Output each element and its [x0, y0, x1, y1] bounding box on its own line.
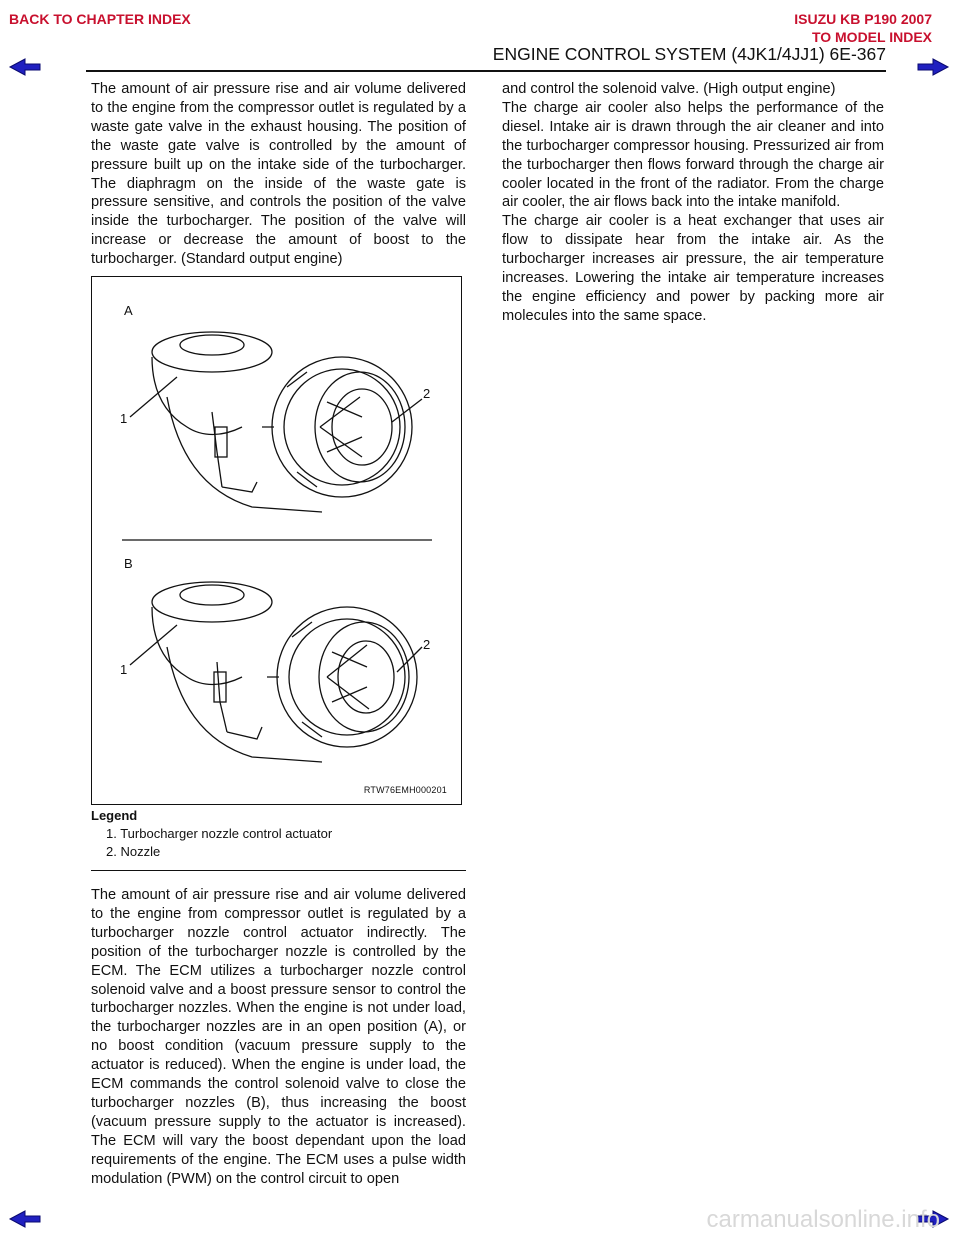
paragraph-charge-air-cooler: The charge air cooler also helps the performance of the diesel. Intake air is drawn through the air cleaner and into the turbocharger compressor housing. Pressurized air from the turbocharger then flows forward through the charge air cooler located in the front of the radiator. From the charge air cooler, the air flows back into the intake manifold. — [502, 99, 884, 211]
callout-2-a: 2 — [423, 386, 431, 401]
next-page-arrow-icon[interactable] — [916, 58, 950, 76]
previous-page-arrow-icon[interactable] — [8, 58, 42, 76]
legend-item-1: 1. Turbocharger nozzle control actuator — [106, 826, 333, 841]
left-column — [91, 80, 466, 269]
paragraph-nozzle-control: The amount of air pressure rise and air volume delivered to the engine from compressor outlet is regulated by a turbocharger nozzle control actuator indirectly. The position of the turbocharger nozzle is controlled by the ECM. The ECM utilizes a turbocharger nozzle control solenoid valve and a boost pressure sensor to control the turbocharger nozzles. When the engine is not under load, the turbocharger nozzles are in an open position (A), or no boost condition (vacuum pressure supply to the actuator is reduced). When the engine is under load, the ECM commands the control solenoid valve to close the turbocharger nozzles (B), thus increasing the boost (vacuum pressure supply to the actuator is increased). The ECM will vary the boost dependant upon the load requirements of the engine. The ECM uses a pulse width modulation (PWM) on the control circuit to open — [91, 887, 466, 1187]
turbocharger-illustration — [92, 277, 461, 804]
legend-title: Legend — [91, 808, 138, 823]
callout-1-a: 1 — [120, 411, 128, 426]
model-title: ISUZU KB P190 2007 — [794, 11, 932, 27]
paragraph-heat-exchanger: The charge air cooler is a heat exchanger that uses air flow to dissipate hear from the intake air. As the turbocharger increases air pressure, the air temperature increases. Lowering the intake air temperature increases the engine efficiency and power by packing more air molecules into the same space. — [502, 213, 884, 324]
figure-label-b: B — [124, 556, 133, 571]
to-model-index-link[interactable]: TO MODEL INDEX — [811, 29, 932, 45]
legend-item-2: 2. Nozzle — [106, 844, 161, 859]
right-column — [502, 80, 884, 326]
figure-label-a: A — [124, 303, 133, 318]
figure-code: RTW76EMH000201 — [363, 785, 447, 795]
callout-1-b: 1 — [120, 662, 128, 677]
legend-divider — [91, 870, 466, 871]
header-rule — [86, 70, 886, 72]
paragraph-waste-gate: The amount of air pressure rise and air volume delivered to the engine from the compressor outlet is regulated by a waste gate valve in the exhaust housing. The position of the waste gate valve is controlled by the amount of pressure built up on the intake side of the turbocharger. The diaphragm on the inside of the waste gate is pressure sensitive, and controls the position of the valve inside the turbocharger. The position of the valve will increase or decrease the amount of boost to the turbocharger. (Standard output engine) — [91, 81, 466, 268]
watermark: carmanualsonline.info — [706, 1206, 940, 1233]
paragraph-solenoid: and control the solenoid valve. (High output engine) — [502, 81, 836, 97]
turbo-drawing-a — [152, 332, 412, 512]
previous-page-arrow-bottom-icon[interactable] — [8, 1210, 42, 1228]
back-to-chapter-index-link[interactable]: BACK TO CHAPTER INDEX — [9, 11, 191, 27]
page-title: ENGINE CONTROL SYSTEM (4JK1/4JJ1) 6E-367 — [492, 44, 886, 64]
left-column-lower — [91, 886, 466, 1189]
callout-2-b: 2 — [423, 637, 431, 652]
turbo-drawing-b — [152, 582, 417, 762]
turbocharger-figure — [91, 276, 462, 805]
